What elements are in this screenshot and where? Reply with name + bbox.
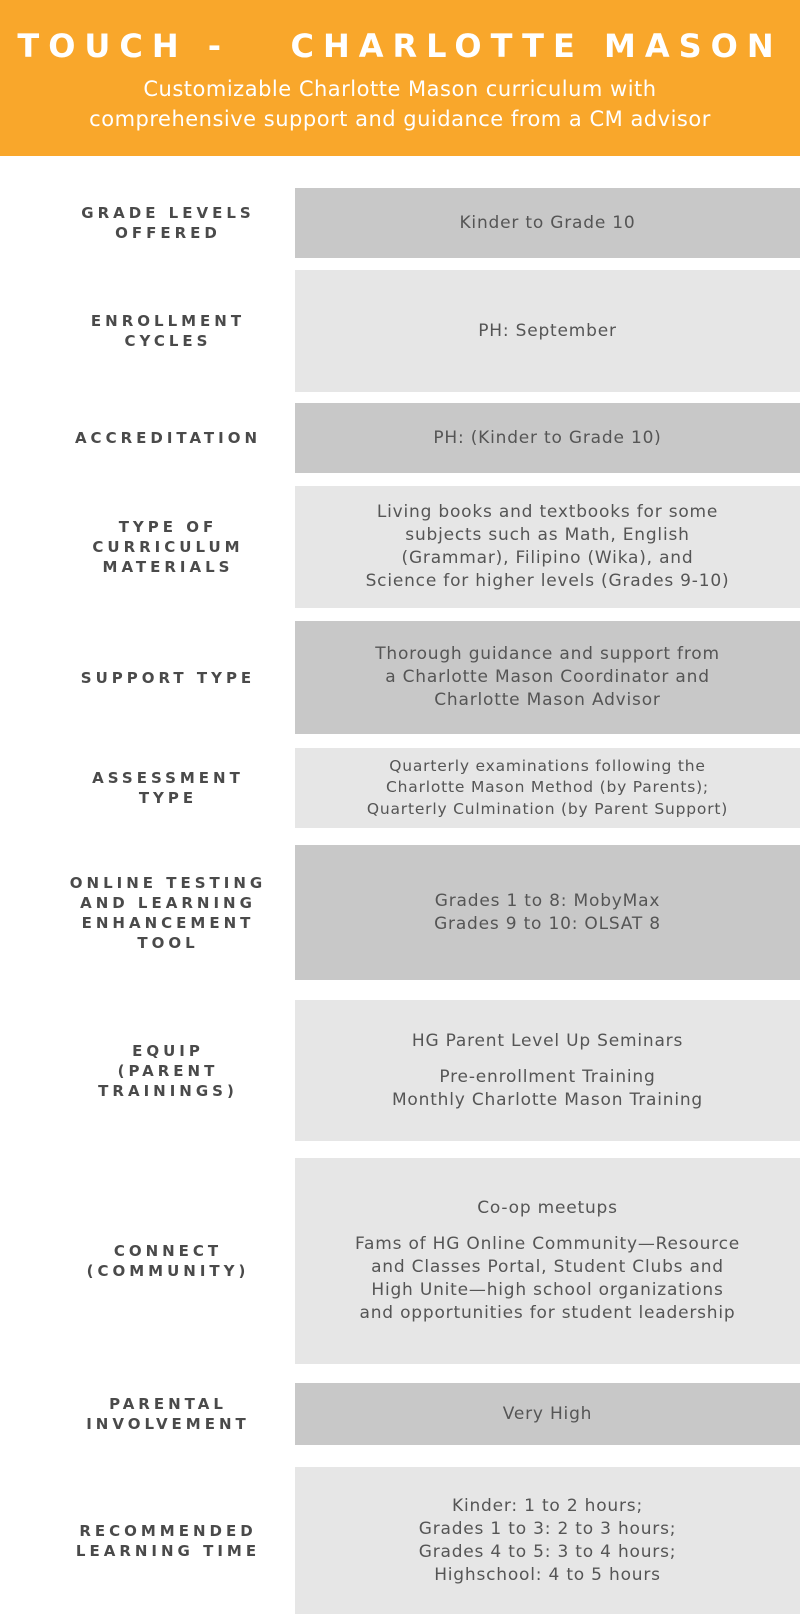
- table-row: [0, 621, 800, 734]
- table-row: [0, 748, 800, 828]
- table-row: [0, 1467, 800, 1614]
- table-row: [0, 845, 800, 980]
- value-line: Fams of HG Online Community—Resource: [355, 1234, 740, 1254]
- row-value-learning-time: [295, 1467, 800, 1614]
- value-line: HG Parent Level Up Seminars: [411, 1030, 684, 1051]
- value-line: Highschool: 4 to 5 hours: [434, 1564, 661, 1585]
- value-line: Charlotte Mason Advisor: [434, 690, 661, 710]
- value-line: Kinder: 1 to 2 hours;: [452, 1495, 643, 1516]
- subtitle-line: Customizable Charlotte Mason curriculum with: [143, 77, 657, 101]
- row-value-enrollment-cycles: [295, 270, 800, 392]
- value-line: a Charlotte Mason Coordinator and: [385, 667, 710, 687]
- table-row: [0, 1383, 800, 1445]
- table-row: [0, 1158, 800, 1364]
- row-value-connect: [295, 1158, 800, 1364]
- row-label-enrollment-cycles: ENROLLMENT CYCLES: [90, 312, 246, 350]
- value-line: Pre-enrollment Training: [439, 1066, 656, 1087]
- row-label-parental-involvement: PARENTAL INVOLVEMENT: [86, 1395, 250, 1433]
- table-row: [0, 270, 800, 392]
- value-line: Quarterly examinations following the: [389, 756, 706, 775]
- value-line: and Classes Portal, Student Clubs and: [371, 1257, 724, 1277]
- row-label-assessment-type: ASSESSMENT TYPE: [92, 769, 244, 807]
- value-line: Grades 9 to 10: OLSAT 8: [434, 913, 661, 934]
- value-line: Science for higher levels (Grades 9-10): [365, 571, 730, 591]
- value-line: Co-op meetups: [477, 1198, 618, 1218]
- value-line: Grades 1 to 3: 2 to 3 hours;: [418, 1518, 677, 1539]
- page-subtitle: [0, 74, 800, 134]
- value-line: Charlotte Mason Method (by Parents);: [386, 778, 709, 797]
- row-value-support-type: [295, 621, 800, 734]
- subtitle-line: comprehensive support and guidance from a CM advisor: [89, 107, 711, 131]
- row-value-equip: [295, 1000, 800, 1141]
- table-row: [0, 403, 800, 473]
- value-line: PH: September: [478, 320, 617, 341]
- row-label-connect: CONNECT (COMMUNITY): [86, 1242, 250, 1280]
- row-label-online-testing: ONLINE TESTING AND LEARNING ENHANCEMENT TOOL: [69, 873, 267, 952]
- value-line: High Unite—high school organizations: [371, 1280, 724, 1300]
- value-line: Thorough guidance and support from: [375, 644, 720, 664]
- value-line: Very High: [502, 1403, 593, 1424]
- row-label-support-type: SUPPORT TYPE: [80, 668, 256, 687]
- table-row: [0, 486, 800, 608]
- page-title: TOUCH - CHARLOTTE MASON: [17, 27, 783, 65]
- row-value-grade-levels: [295, 188, 800, 258]
- row-value-parental-involvement: [295, 1383, 800, 1445]
- table-row: [0, 188, 800, 258]
- row-value-assessment-type: [295, 748, 800, 828]
- row-value-accreditation: [295, 403, 800, 473]
- row-value-online-testing: [295, 845, 800, 980]
- page-header: [0, 0, 800, 156]
- value-line: Grades 4 to 5: 3 to 4 hours;: [418, 1541, 677, 1562]
- row-label-grade-levels: GRADE LEVELS OFFERED: [81, 204, 255, 242]
- value-line: Monthly Charlotte Mason Training: [391, 1089, 704, 1110]
- row-label-curriculum-materials: TYPE OF CURRICULUM MATERIALS: [92, 518, 244, 576]
- row-value-curriculum-materials: [295, 486, 800, 608]
- table-row: [0, 1000, 800, 1141]
- value-line: Living books and textbooks for some: [376, 502, 719, 522]
- value-line: Quarterly Culmination (by Parent Support): [366, 799, 729, 818]
- row-label-accreditation: ACCREDITATION: [74, 429, 262, 447]
- value-line: Grades 1 to 8: MobyMax: [434, 890, 661, 911]
- value-line: PH: (Kinder to Grade 10): [433, 427, 662, 448]
- value-line: subjects such as Math, English: [405, 525, 690, 545]
- value-line: Kinder to Grade 10: [459, 212, 636, 233]
- row-label-equip: EQUIP (PARENT TRAININGS): [98, 1041, 238, 1100]
- value-line: and opportunities for student leadership: [359, 1303, 736, 1323]
- value-line: (Grammar), Filipino (Wika), and: [401, 548, 694, 568]
- row-label-learning-time: RECOMMENDED LEARNING TIME: [75, 1521, 261, 1560]
